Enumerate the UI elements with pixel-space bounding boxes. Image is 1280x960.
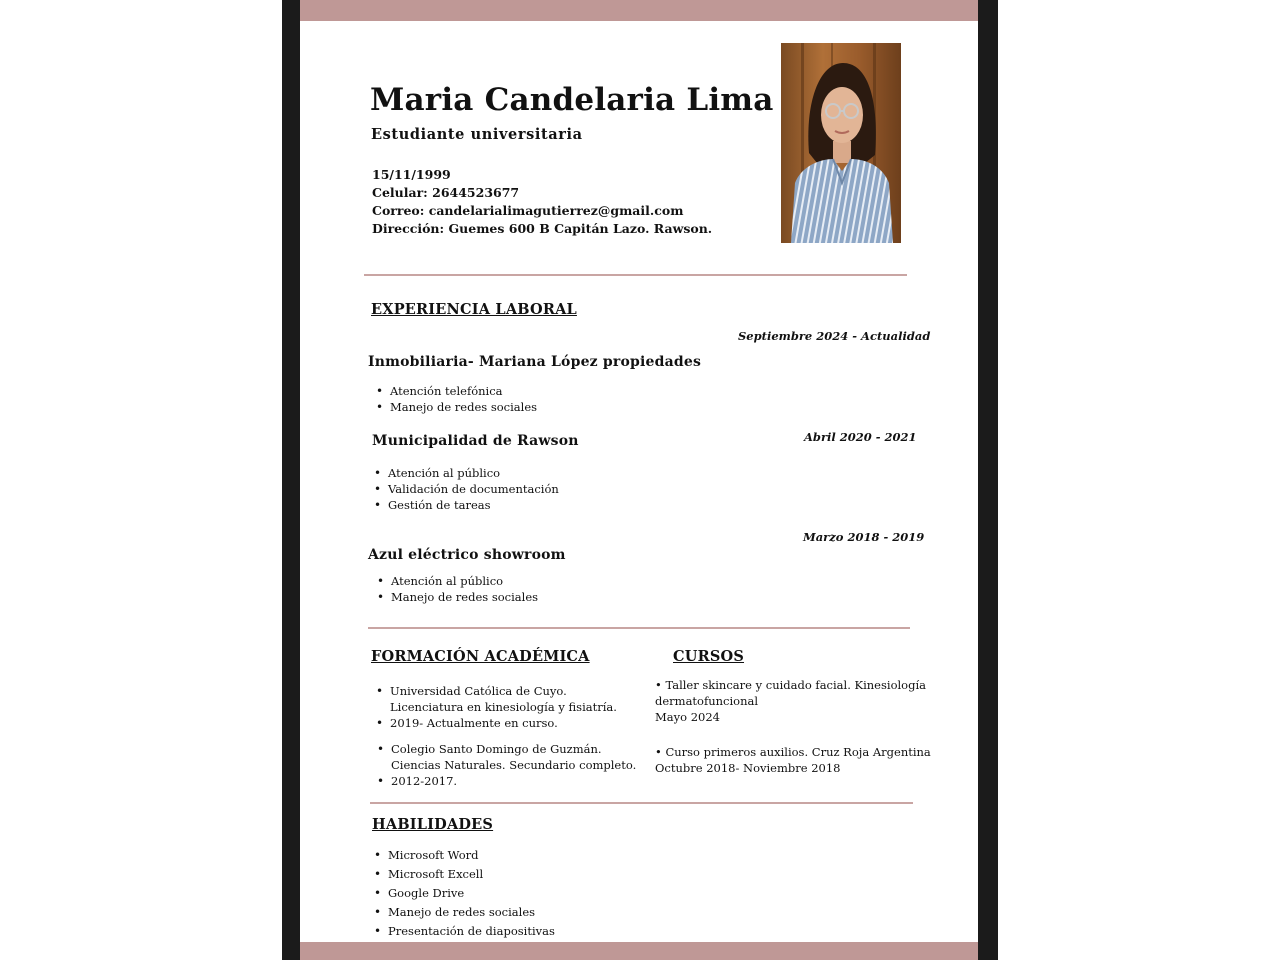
education-detail: Licenciatura en kinesiología y fisiatría. — [390, 700, 617, 714]
course-item: • Taller skincare y cuidado facial. Kinesiología dermatofuncional Mayo 2024 — [655, 678, 926, 724]
header-divider — [364, 274, 907, 276]
list-item: • Atención al público — [372, 465, 559, 481]
list-item: • Atención telefónica — [374, 383, 537, 399]
experience-divider — [368, 627, 910, 629]
phone: Celular: 2644523677 — [372, 185, 520, 200]
list-item: • Universidad Católica de Cuyo. — [374, 683, 567, 699]
job-task-list — [372, 465, 559, 513]
education-list — [374, 715, 558, 731]
education-heading: FORMACIÓN ACADÉMICA — [371, 648, 590, 665]
job-title: Inmobiliaria- Mariana López propiedades — [368, 354, 702, 370]
profile-photo — [781, 43, 901, 243]
profile-photo-graphic — [781, 43, 901, 243]
candidate-name: Maria Candelaria Lima — [370, 82, 774, 118]
skills-heading: HABILIDADES — [372, 816, 494, 833]
list-item: • Validación de documentación — [372, 481, 559, 497]
resume-page — [300, 0, 978, 960]
education-divider — [370, 802, 913, 804]
candidate-subtitle: Estudiante universitaria — [371, 126, 583, 143]
list-item: • Manejo de redes sociales — [374, 399, 537, 415]
job-task-list — [374, 383, 537, 415]
list-item: • Microsoft Word — [372, 846, 555, 865]
contact-info — [372, 166, 712, 238]
email: Correo: candelarialimagutierrez@gmail.com — [372, 203, 684, 218]
list-item: • Microsoft Excell — [372, 865, 555, 884]
list-item: • Gestión de tareas — [372, 497, 559, 513]
top-accent-band — [300, 0, 978, 21]
job-dates: Marzo 2018 - 2019 — [803, 530, 925, 544]
education-detail: Ciencias Naturales. Secundario completo. — [391, 758, 637, 772]
skills-list — [372, 846, 555, 941]
list-item: • Manejo de redes sociales — [375, 589, 538, 605]
education-list — [374, 683, 567, 699]
experience-heading: EXPERIENCIA LABORAL — [371, 301, 577, 318]
job-title: Municipalidad de Rawson — [372, 433, 579, 449]
education-list — [375, 773, 457, 789]
list-item: • Manejo de redes sociales — [372, 903, 555, 922]
bottom-accent-band — [300, 942, 978, 960]
job-dates: Abril 2020 - 2021 — [804, 430, 917, 444]
list-item: • 2019- Actualmente en curso. — [374, 715, 558, 731]
list-item: • 2012-2017. — [375, 773, 457, 789]
education-list — [375, 741, 602, 757]
job-dates: Septiembre 2024 - Actualidad — [738, 329, 931, 343]
list-item: • Atención al público — [375, 573, 538, 589]
list-item: • Colegio Santo Domingo de Guzmán. — [375, 741, 602, 757]
list-item: • Presentación de diapositivas — [372, 922, 555, 941]
job-title: Azul eléctrico showroom — [368, 547, 566, 563]
birthdate: 15/11/1999 — [372, 167, 451, 182]
courses-heading: CURSOS — [673, 648, 745, 665]
list-item: • Google Drive — [372, 884, 555, 903]
address: Dirección: Guemes 600 B Capitán Lazo. Rawson. — [372, 221, 713, 236]
course-item: • Curso primeros auxilios. Cruz Roja Argentina Octubre 2018- Noviembre 2018 — [655, 745, 931, 775]
job-task-list — [375, 573, 538, 605]
